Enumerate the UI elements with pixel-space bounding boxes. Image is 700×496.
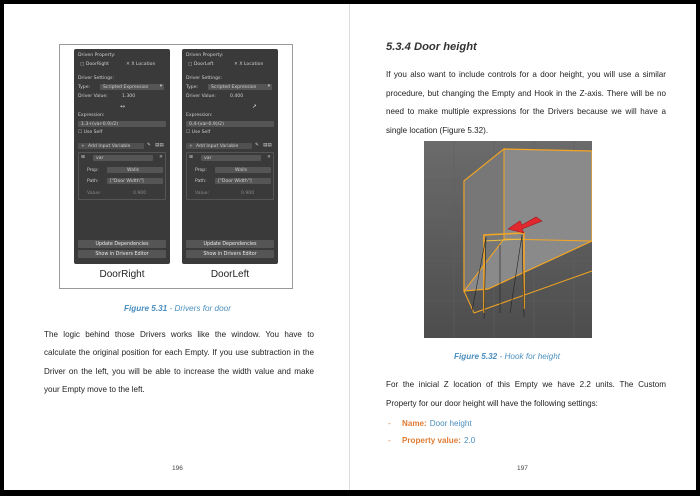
book-spread [4, 4, 696, 490]
page-number: 197 [517, 465, 528, 472]
variable-type-icon[interactable]: ⊞ [189, 155, 193, 160]
path-field[interactable]: ["Door Width"] [107, 178, 163, 184]
chevron-down-icon: ▾ [159, 84, 162, 89]
show-in-drivers-editor-button[interactable]: Show in Drivers Editor [78, 250, 166, 258]
value-readout: 0.900 [133, 191, 147, 196]
value-readout: 0.900 [241, 191, 255, 196]
checkbox-icon: ☐ [186, 130, 191, 135]
object-name-field: ▢ DoorLeft [188, 62, 214, 67]
property-icon: ✕ [126, 62, 130, 67]
driver-value-label: Driver Value: [78, 94, 108, 99]
add-input-variable-button[interactable]: + Add Input Variable [78, 143, 144, 149]
plus-icon: + [81, 143, 85, 149]
variable-box [186, 152, 274, 200]
eyedropper-icon[interactable]: ✎ [147, 143, 151, 148]
settings-list [388, 416, 475, 449]
copy-paste-icon[interactable]: ▤▤ [155, 143, 164, 148]
driver-settings-label: Driver Settings: [186, 76, 222, 81]
type-label: Type: [78, 85, 91, 90]
driven-property-label: Driven Property: [186, 53, 224, 58]
driver-settings-label: Driver Settings: [78, 76, 114, 81]
value-label: Value: [195, 191, 210, 196]
expression-field[interactable]: 1.3+(var-0.9)/2) [78, 121, 166, 127]
list-item-name: - Name: Door height [388, 416, 475, 433]
cursor-icon: ↔ [120, 103, 126, 110]
property-icon: ✕ [234, 62, 238, 67]
driver-panel-door-right [74, 49, 170, 264]
object-icon: ▢ [188, 62, 193, 67]
type-dropdown[interactable]: Scripted Expression ▾ [208, 84, 272, 90]
panel-caption-door-left: DoorLeft [210, 269, 250, 280]
value-label: Value: [87, 191, 102, 196]
path-label: Path: [195, 179, 207, 184]
eyedropper-icon[interactable]: ✎ [255, 143, 259, 148]
body-paragraph: The logic behind those Drivers works like the window. You have to calculate the original position for each Empty. If you use subtraction in the Driver on the left, you will be able to increase the width value and make your Empty move to the left. [44, 330, 314, 394]
driver-panel-door-left [182, 49, 278, 264]
right-page [350, 4, 696, 490]
property-name-field: ✕ X Location [126, 62, 156, 67]
remove-variable-icon[interactable]: ✕ [159, 155, 163, 160]
figure-5-32-viewport [424, 141, 592, 338]
driver-value-label: Driver Value: [186, 94, 216, 99]
remove-variable-icon[interactable]: ✕ [267, 155, 271, 160]
body-paragraph-2: For the inicial Z location of this Empty we have 2.2 units. The Custom Property for our door height will have the following settings: [386, 380, 666, 408]
checkbox-icon: ☐ [78, 130, 83, 135]
path-field[interactable]: ["Door Width"] [215, 178, 271, 184]
expression-field[interactable]: 0.4-(var-0.9)/2) [186, 121, 274, 127]
path-label: Path: [87, 179, 99, 184]
expression-label: Expression: [78, 113, 105, 118]
mouse-pointer-icon: ➚ [252, 103, 258, 110]
figure-5-31 [59, 44, 293, 289]
panel-caption-door-right: DoorRight [99, 269, 145, 280]
figure-caption-5-31: Figure 5.31 - Drivers for door [124, 304, 231, 313]
expression-label: Expression: [186, 113, 213, 118]
add-input-variable-button[interactable]: + Add Input Variable [186, 143, 252, 149]
list-item-property-value: - Property value: 2.0 [388, 433, 475, 450]
driver-value: 0.400 [230, 94, 244, 99]
property-name-field: ✕ X Location [234, 62, 264, 67]
chevron-down-icon: ▾ [267, 84, 270, 89]
variable-type-icon[interactable]: ⊞ [81, 155, 85, 160]
3d-viewport-render [424, 141, 592, 338]
object-name-field: ▢ DoorRight [80, 62, 109, 67]
prop-label: Prop: [195, 168, 207, 173]
plus-icon: + [189, 143, 193, 149]
var-name-field[interactable]: var [201, 155, 261, 161]
type-label: Type: [186, 85, 199, 90]
driven-property-label: Driven Property: [78, 53, 116, 58]
object-icon: ▢ [80, 62, 85, 67]
figure-caption-5-32: Figure 5.32 - Hook for height [454, 352, 561, 361]
update-dependencies-button[interactable]: Update Dependencies [78, 240, 166, 248]
type-dropdown[interactable]: Scripted Expression ▾ [100, 84, 164, 90]
section-heading: 5.3.4 Door height [386, 41, 477, 53]
driver-value: 1.300 [122, 94, 136, 99]
use-self-checkbox[interactable]: ☐ Use Self [78, 130, 103, 135]
bullet-dash: - [388, 435, 391, 445]
var-name-field[interactable]: var [93, 155, 153, 161]
show-in-drivers-editor-button[interactable]: Show in Drivers Editor [186, 250, 274, 258]
prop-object-field[interactable]: Walls [107, 167, 163, 173]
left-page [4, 4, 350, 490]
variable-box [78, 152, 166, 200]
bullet-dash: - [388, 419, 391, 428]
body-paragraph-1: If you also want to include controls for a door height, you will use a similar procedure, but changing the Empty and Hook in the Z-axis. There will be no need to make multiple expressions for the Drivers because we will have a single location (Figure 5.32). [386, 70, 666, 135]
page-number: 196 [172, 465, 183, 472]
update-dependencies-button[interactable]: Update Dependencies [186, 240, 274, 248]
copy-paste-icon[interactable]: ▤▤ [263, 143, 272, 148]
use-self-checkbox[interactable]: ☐ Use Self [186, 130, 211, 135]
prop-label: Prop: [87, 168, 99, 173]
prop-object-field[interactable]: Walls [215, 167, 271, 173]
